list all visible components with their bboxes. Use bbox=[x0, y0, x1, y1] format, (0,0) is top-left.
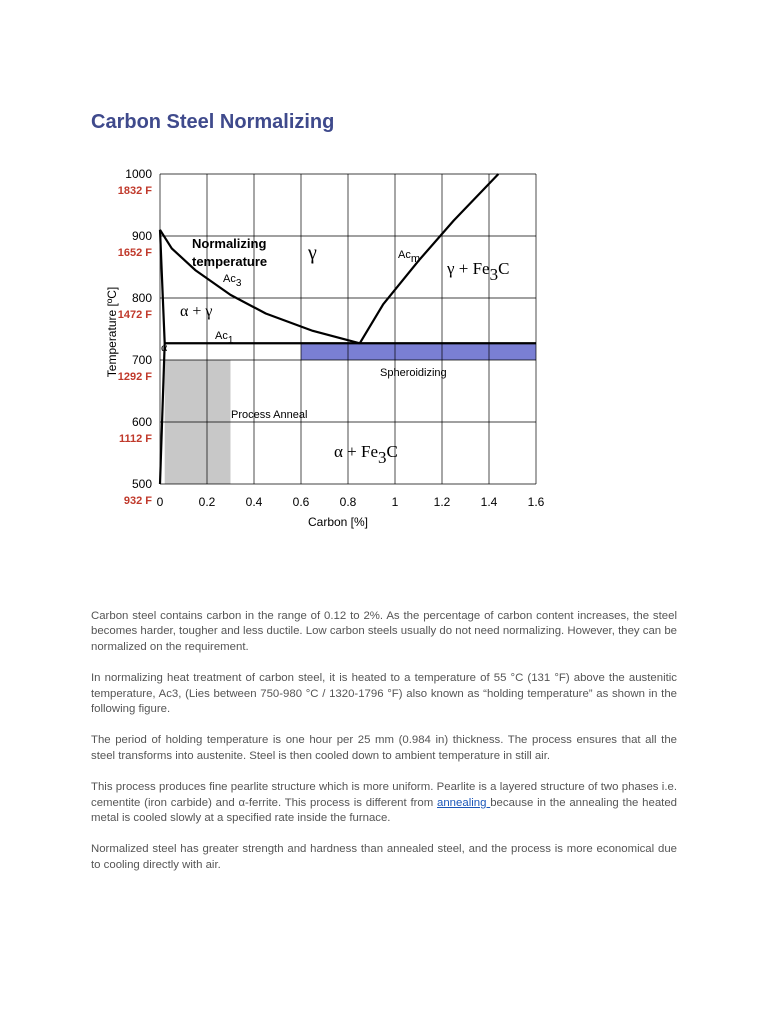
spheroidizing-label: Spheroidizing bbox=[380, 367, 447, 379]
paragraph-pearlite-text-1: This process produces fine pearlite structure which is more uniform. Pearlite is a layered structure of two phases i.e. cementite (iron carbide) and α-ferrite. This process is different from bbox=[91, 781, 677, 809]
article-body bbox=[91, 609, 677, 889]
paragraph-holding: The period of holding temperature is one hour per 25 mm (0.984 in) thickness. The process ensures that all the steel transforms into austenite. Steel is then cooled down to ambient temperature in still air. bbox=[91, 734, 677, 762]
paragraph-carbon-range: Carbon steel contains carbon in the range of 0.12 to 2%. As the percentage of carbon content increases, the steel becomes harder, tougher and less ductile. Low carbon steels usually do not need normalizing. However, they can be normalized on the requirement. bbox=[91, 610, 677, 653]
x-tick-label: 0.8 bbox=[339, 495, 357, 509]
y-tick-fahrenheit-label: 1472 F bbox=[117, 309, 152, 321]
y-tick-label: 800 bbox=[131, 291, 152, 305]
gamma-fe3c-label bbox=[446, 259, 509, 284]
gamma-fe3c-main: γ + Fe bbox=[447, 259, 490, 278]
gamma-label: γ bbox=[308, 242, 317, 264]
alpha-label: α bbox=[161, 340, 168, 354]
y-tick-label: 600 bbox=[131, 415, 152, 429]
acm-label bbox=[398, 249, 420, 265]
ac1-label-main: Ac bbox=[215, 330, 228, 342]
x-tick-label: 1.4 bbox=[480, 495, 498, 509]
paragraph-strength: Normalized steel has greater strength and hardness than annealed steel, and the process is more economical due to cooling directly with air. bbox=[91, 843, 677, 871]
normalizing-label-line1: Normalizing bbox=[192, 236, 267, 251]
iron-carbon-phase-diagram bbox=[100, 160, 560, 540]
y-tick-label: 1000 bbox=[125, 167, 152, 181]
y-tick-fahrenheit-label: 1292 F bbox=[117, 371, 152, 383]
y-tick-fahrenheit-label: 932 F bbox=[123, 495, 152, 507]
x-tick-label: 1.2 bbox=[433, 495, 451, 509]
ac3-label bbox=[223, 273, 242, 289]
alpha-gamma-label: α + γ bbox=[180, 303, 213, 320]
ac3-label-main: Ac bbox=[223, 273, 236, 285]
x-axis-title: Carbon [%] bbox=[307, 515, 369, 529]
y-tick-fahrenheit-label: 1832 F bbox=[117, 185, 152, 197]
paragraph-heating: In normalizing heat treatment of carbon steel, it is heated to a temperature of 55 °C (131 °F) above the austenitic temperature, Ac3, (Lies between 750-980 °C / 1320-1796 °F) also known as “holding temperature” as shown in the following figure. bbox=[91, 672, 677, 716]
x-tick-label: 0.2 bbox=[198, 495, 216, 509]
acm-label-main: Ac bbox=[398, 249, 411, 261]
process-anneal-label: Process Anneal bbox=[231, 409, 308, 421]
y-tick-label: 500 bbox=[131, 477, 152, 491]
annealing-link[interactable]: annealing bbox=[437, 796, 491, 809]
y-tick-fahrenheit-label: 1652 F bbox=[117, 247, 152, 259]
alpha-fe3c-sub: 3 bbox=[378, 448, 387, 467]
alpha-fe3c-label bbox=[334, 442, 398, 467]
gamma-fe3c-sub: 3 bbox=[489, 265, 499, 284]
x-tick-label: 0.4 bbox=[245, 495, 263, 509]
y-tick-label: 700 bbox=[131, 353, 152, 367]
acm-label-sub: m bbox=[410, 253, 421, 265]
x-tick-label: 1.6 bbox=[527, 495, 545, 509]
paragraph-pearlite bbox=[91, 780, 677, 826]
x-tick-label: 0 bbox=[156, 495, 164, 509]
y-tick-label: 900 bbox=[131, 229, 152, 243]
spheroidizing-region bbox=[301, 343, 536, 360]
x-tick-label: 0.6 bbox=[292, 495, 310, 509]
ac3-label-sub: 3 bbox=[235, 278, 242, 289]
x-tick-label: 1 bbox=[391, 495, 399, 509]
ac1-label-sub: 1 bbox=[227, 335, 234, 346]
paragraph-pearlite-text-2: because in the annealing the heated metal is cooled slowly at a specified rate inside the furnace. bbox=[91, 796, 677, 825]
alpha-fe3c-main: α + Fe bbox=[334, 442, 378, 461]
normalizing-label-line2: temperature bbox=[192, 254, 268, 269]
y-axis-title: Temperature [ºC] bbox=[105, 286, 119, 378]
phase-diagram-svg bbox=[100, 160, 560, 540]
alpha-fe3c-tail: C bbox=[386, 442, 398, 461]
page-title: Carbon Steel Normalizing bbox=[91, 111, 335, 133]
phase-boundary-3-line bbox=[160, 230, 165, 484]
gamma-fe3c-tail: C bbox=[498, 259, 510, 278]
y-tick-fahrenheit-label: 1112 F bbox=[118, 433, 152, 445]
